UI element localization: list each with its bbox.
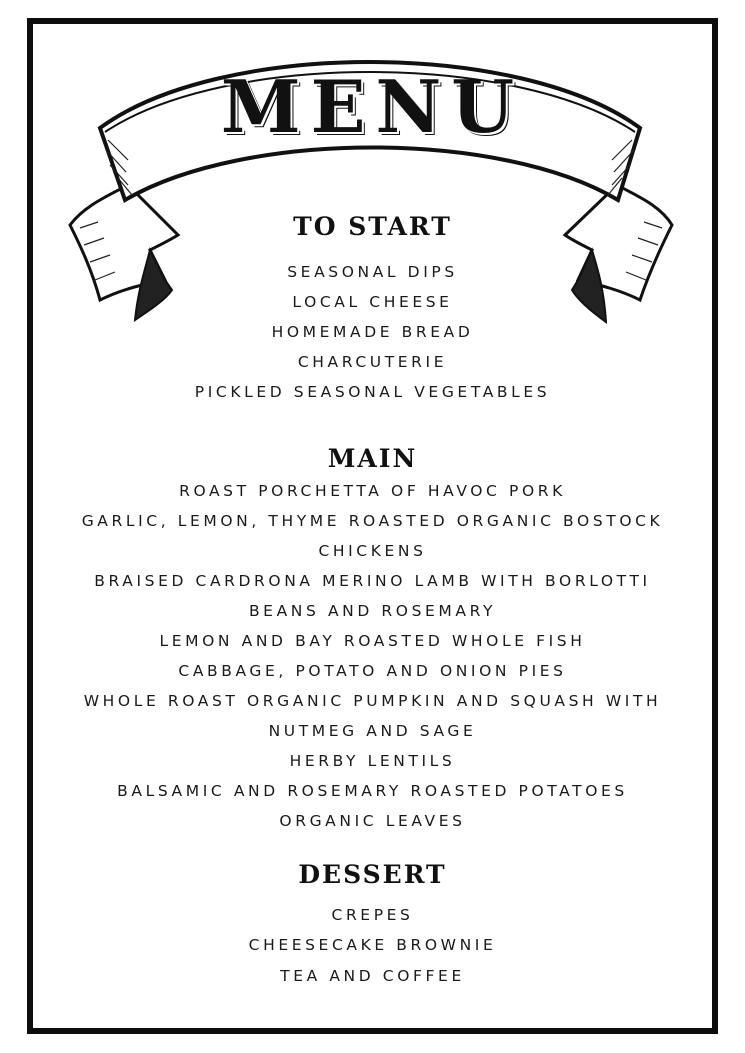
menu-item: WHOLE ROAST ORGANIC PUMPKIN AND SQUASH WITH [83,692,662,710]
menu-item: CABBAGE, POTATO AND ONION PIES [178,662,567,680]
menu-item: GARLIC, LEMON, THYME ROASTED ORGANIC BOSTOCK [81,512,664,530]
section-heading-dessert: DESSERT [298,860,447,889]
section-heading-to-start: TO START [293,212,452,241]
menu-item: HOMEMADE BREAD [271,323,474,341]
menu-item: SEASONAL DIPS [287,263,458,281]
menu-item: BEANS AND ROSEMARY [248,602,497,620]
menu-item: PICKLED SEASONAL VEGETABLES [194,383,551,401]
menu-item: TEA AND COFFEE [280,967,465,985]
menu-item: LEMON AND BAY ROASTED WHOLE FISH [159,632,586,650]
menu-item: CHARCUTERIE [297,353,448,371]
menu-item: CHEESECAKE BROWNIE [248,936,497,954]
menu-item: ORGANIC LEAVES [279,812,466,830]
menu-item: HERBY LENTILS [289,752,456,770]
menu-item: CREPES [331,906,414,924]
menu-item: BALSAMIC AND ROSEMARY ROASTED POTATOES [117,782,628,800]
section-heading-main: MAIN [327,444,418,473]
menu-item: ROAST PORCHETTA OF HAVOC PORK [179,482,566,500]
menu-item: NUTMEG AND SAGE [268,722,477,740]
menu-title: MENU [220,64,525,149]
menu-item: BRAISED CARDRONA MERINO LAMB WITH BORLOTTI [94,572,651,590]
menu-item: LOCAL CHEESE [292,293,453,311]
menu-item: CHICKENS [318,542,427,560]
